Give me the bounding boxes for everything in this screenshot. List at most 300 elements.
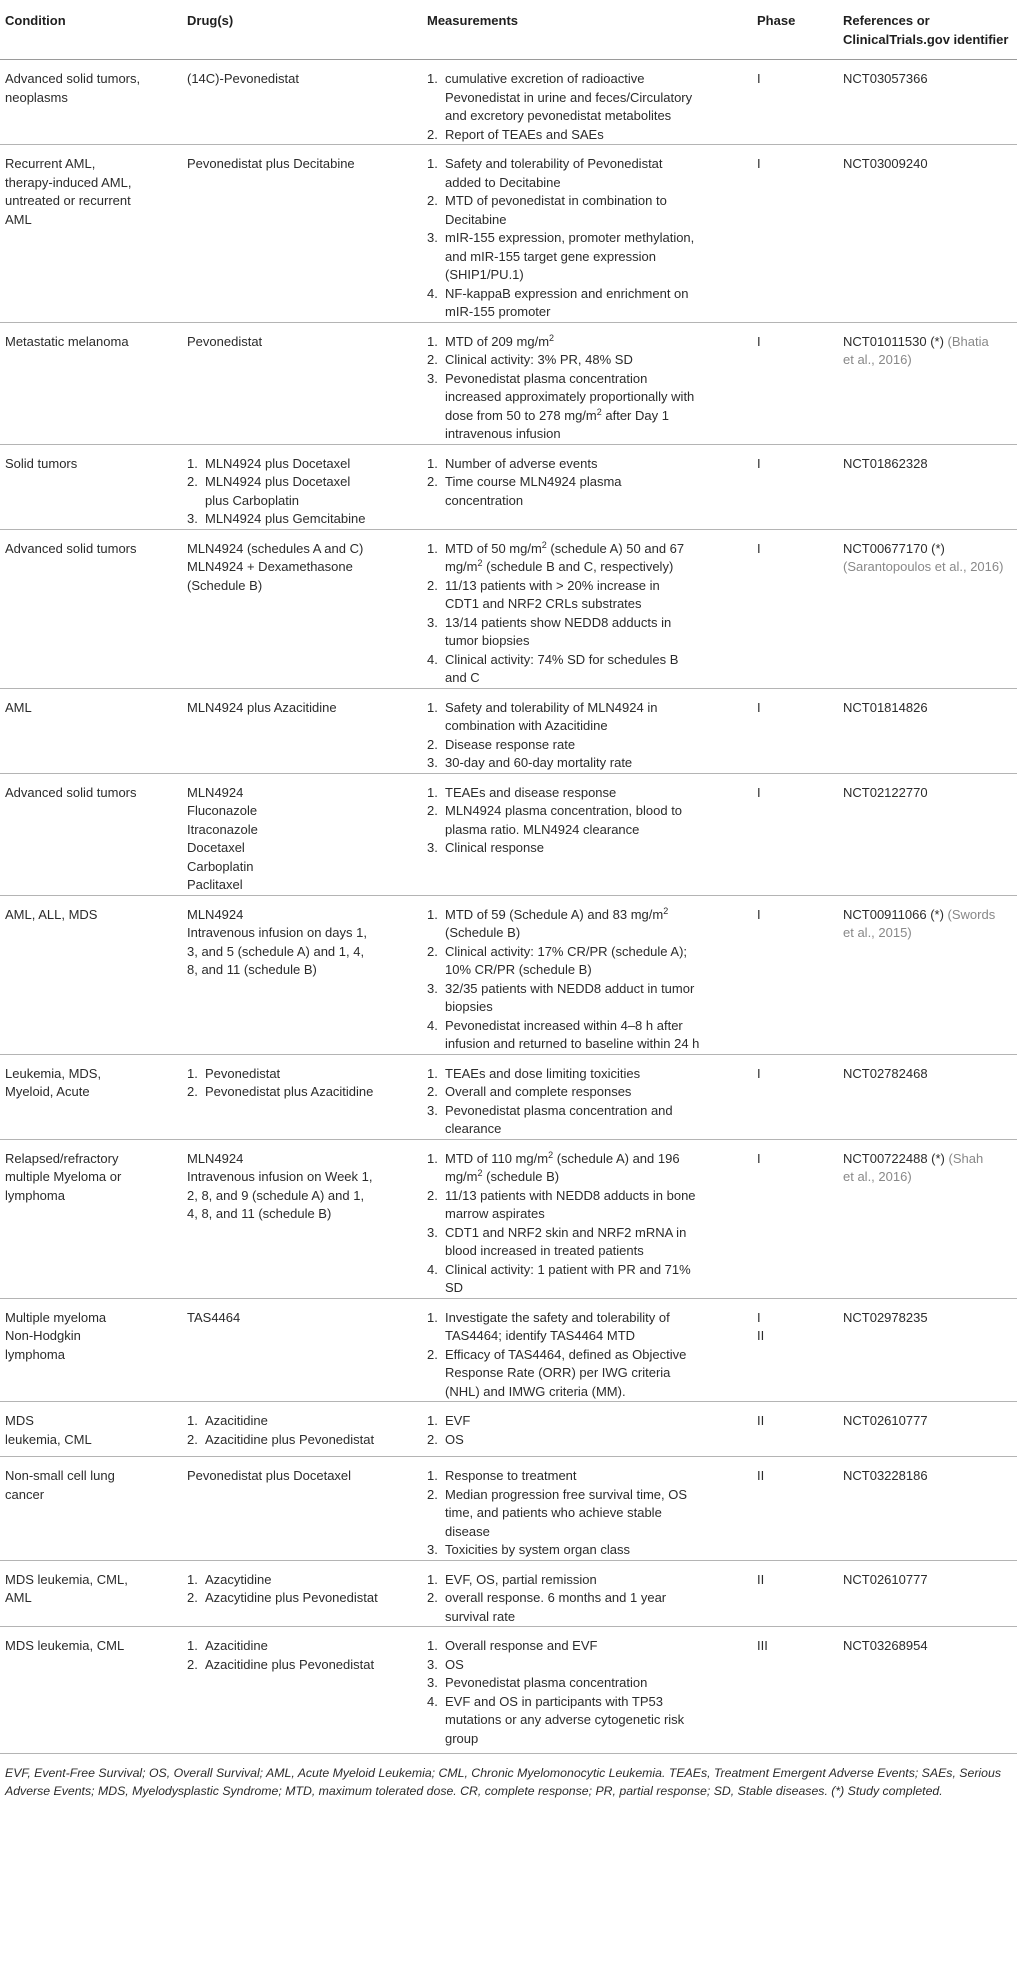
list-item [427,540,747,577]
list-item [187,455,417,474]
list-line: overall response. 6 months and 1 year [445,1590,667,1605]
list-text [445,1693,747,1749]
cell-measurements [423,1402,753,1457]
list-line: (Schedule B) [445,925,521,940]
list-item [427,473,747,510]
numbered-list [427,1150,747,1298]
numbered-list [427,1065,747,1139]
list-text [445,155,747,192]
cell-reference [839,1627,1017,1754]
cell-measurements [423,145,753,323]
list-line: and excretory pevonedistat metabolites [445,108,672,123]
list-line: survival rate [445,1608,516,1624]
cell-line: Intravenous infusion on days 1, [187,925,367,940]
reference-line [843,1467,1013,1486]
list-number: 2. [427,1590,438,1605]
list-number: 3. [427,1102,438,1118]
table-row [0,1054,1017,1139]
list-number: 1. [427,71,438,86]
cell-line: cancer [5,1486,45,1502]
list-number: 1. [187,1065,198,1081]
list-text [445,1431,747,1450]
list-text [205,1571,417,1590]
list-number: 3. [427,614,438,630]
list-number: 1. [427,455,438,471]
list-item [427,155,747,192]
cell-measurements [423,1627,753,1754]
list-text [445,1224,747,1261]
list-line: TEAEs and dose limiting toxicities [445,1065,641,1081]
table-row [0,322,1017,444]
list-number: 1. [427,1413,438,1428]
list-text [445,1412,747,1431]
list-text [445,1017,747,1054]
list-line: $mg/m^2$ (schedule B and C, respectively) [445,558,674,574]
cell-line: neoplasms [5,89,68,105]
cell-line: (14C)-Pevonedistat [187,71,299,86]
list-line: Decitabine [445,211,507,227]
list-line: Disease response rate [445,736,576,752]
cell-line: Pevonedistat plus Decitabine [187,156,355,171]
list-text [445,1674,747,1693]
cell-measurements [423,1560,753,1627]
reference-line [843,784,1013,803]
list-item [427,1261,747,1298]
list-text [445,1065,747,1084]
cell-line: II [757,1413,765,1428]
cell-drugs [183,444,423,529]
cell-measurements [423,322,753,444]
list-line: infusion and returned to baseline within 24 h [445,1036,700,1051]
cell-line: Solid tumors [5,455,78,471]
list-text [445,839,747,858]
list-text [445,192,747,229]
cell-phase [753,1298,839,1402]
list-item [427,285,747,322]
cell-line: II [757,1468,765,1483]
list-item [187,1637,417,1656]
list-text [205,1065,417,1084]
list-text [445,1346,747,1402]
list-line: Response to treatment [445,1468,577,1483]
numbered-list [427,1571,747,1627]
list-number: 3. [427,1656,438,1672]
list-number: 2. [427,1431,438,1447]
list-line: Azacitidine [205,1638,268,1653]
cell-phase [753,1139,839,1298]
cell-condition [0,895,183,1054]
list-line: Azacytidine plus Pevonedistat [205,1590,378,1605]
list-line: Pevonedistat plasma concentration [445,370,648,386]
numbered-list [427,1309,747,1402]
cell-phase [753,688,839,773]
list-line: combination with Azacitidine [445,718,608,733]
cell-phase [753,60,839,145]
list-number: 3. [427,1675,438,1690]
table-footnote [0,1754,1017,1800]
citation-link[interactable]: (Bhatia [947,333,989,349]
cell-line: I [757,699,761,715]
list-number: 2. [427,126,438,142]
list-line: Clinical activity: 17% CR/PR (schedule A); [445,943,688,959]
list-line: Report of TEAEs and SAEs [445,126,604,142]
numbered-list [427,1637,747,1748]
reference-line [843,699,1013,718]
list-line: MTD of 50 $mg/m^2$ (schedule A) 50 and 67 [445,539,685,556]
list-number: 1. [427,540,438,556]
cell-reference [839,1139,1017,1298]
cell-drugs [183,145,423,323]
list-item [187,473,417,510]
list-line: CDT1 and NRF2 CRLs substrates [445,596,642,611]
cell-condition [0,444,183,529]
list-number: 2. [187,1656,198,1672]
cell-line: Paclitaxel [187,877,243,892]
numbered-list [427,70,747,144]
cell-reference [839,1054,1017,1139]
list-item [187,1412,417,1431]
list-text [445,370,747,444]
list-item [427,754,747,773]
list-line: (NHL) and IMWG criteria (MM). [445,1383,626,1399]
header-phase: Phase [753,0,839,60]
reference-line [843,455,1013,474]
list-number: 1. [427,333,438,349]
list-line: tumor biopsies [445,633,530,648]
list-line: clearance [445,1121,502,1136]
list-text [445,802,747,839]
list-item [187,510,417,529]
cell-line: MLN4924 [187,1150,244,1166]
citation-link[interactable]: (Swords [947,906,996,922]
cell-condition [0,1560,183,1627]
trial-identifier: NCT02122770 [843,784,928,800]
cell-line: leukemia, CML [5,1431,92,1447]
header-row [0,0,1017,60]
list-number: 1. [427,1309,438,1325]
cell-line: II [757,1571,765,1587]
table-row [0,1560,1017,1627]
reference-line [843,70,1013,89]
list-line: dose from 50 to 278 $mg/m^2$ after Day 1 [445,406,669,423]
list-item [427,1541,747,1560]
cell-drugs [183,1139,423,1298]
list-line: Investigate the safety and tolerability of [445,1309,670,1325]
list-number: 1. [187,1638,198,1653]
list-item [427,1693,747,1749]
list-line: mIR-155 promoter [445,304,551,319]
list-line: mIR-155 expression, promoter methylation, [445,230,695,245]
cell-line: MLN4924 plus Azacitidine [187,699,337,715]
cell-condition [0,529,183,688]
cell-line: (Schedule B) [187,577,263,593]
list-text [445,1102,747,1139]
list-item [427,1102,747,1139]
list-item [427,839,747,858]
list-text [445,906,747,943]
cell-line: Metastatic melanoma [5,333,129,349]
cell-condition [0,1457,183,1561]
cell-reference [839,145,1017,323]
citation-link[interactable]: (Shah [948,1150,984,1166]
list-number: 1. [427,1638,438,1653]
list-item [427,1346,747,1402]
list-item [427,1187,747,1224]
trial-identifier: NCT01862328 [843,455,928,471]
list-number: 1. [427,156,438,171]
footnote-line-1: EVF, Event-Free Survival; OS, Overall Survival; AML, Acute Myeloid Leukemia; CML, Chronic Myelomonocytic Leukemia. TEAEs, Treatment Emergent Adverse Events; SAEs, Serious [5,1766,1001,1780]
list-text [445,1467,747,1486]
list-number: 1. [427,784,438,800]
table-row [0,444,1017,529]
cell-line: MLN4924 [187,906,244,922]
cell-reference [839,1457,1017,1561]
list-text [445,1571,747,1590]
list-text [445,1083,747,1102]
cell-reference [839,895,1017,1054]
cell-measurements [423,60,753,145]
cell-line: Intravenous infusion on Week 1, [187,1169,373,1184]
citation-link[interactable]: et al., 2016) [843,352,912,367]
list-item [427,1412,747,1431]
cell-line: II [757,1328,765,1343]
cell-phase [753,1054,839,1139]
cell-reference [839,1298,1017,1402]
list-text [445,699,747,736]
list-line: Time course MLN4924 plasma [445,474,622,489]
list-line: TEAEs and disease response [445,784,617,800]
cell-line: I [757,71,761,86]
header-measurements: Measurements [423,0,753,60]
list-item [427,1224,747,1261]
cell-line: Pevonedistat plus Docetaxel [187,1468,352,1483]
cell-line: untreated or recurrent [5,193,131,208]
list-line: TAS4464; identify TAS4464 MTD [445,1328,636,1343]
list-item [427,126,747,145]
cell-condition [0,145,183,323]
cell-measurements [423,444,753,529]
list-number: 4. [427,285,438,301]
list-text [445,285,747,322]
list-item [427,1589,747,1626]
list-text [445,784,747,803]
list-line: Pevonedistat [205,1065,281,1081]
list-item [187,1656,417,1675]
list-line: Pevonedistat plus Azacitidine [205,1084,374,1099]
trial-identifier: NCT02978235 [843,1309,928,1325]
numbered-list [187,455,417,529]
cell-line: Docetaxel [187,840,245,855]
numbered-list [187,1412,417,1449]
cell-phase [753,529,839,688]
list-number: 1. [427,1065,438,1081]
list-number: 2. [427,1486,438,1502]
trial-identifier: NCT02782468 [843,1065,928,1081]
list-line: EVF [445,1413,471,1428]
list-line: Pevonedistat plasma concentration and [445,1102,673,1118]
reference-line [843,906,1013,925]
numbered-list [427,699,747,773]
list-line: plus Carboplatin [205,492,299,508]
numbered-list [427,155,747,322]
cell-measurements [423,895,753,1054]
list-item [427,1656,747,1675]
cell-line: I [757,784,761,800]
cell-reference [839,60,1017,145]
trial-identifier: NCT03057366 [843,71,928,86]
list-line: Number of adverse events [445,455,598,471]
cell-line: Pevonedistat [187,333,263,349]
list-item [427,70,747,126]
list-text [445,455,747,474]
list-line: MLN4924 plus Docetaxel [205,455,351,471]
list-line: Azacitidine plus Pevonedistat [205,1656,375,1672]
list-text [205,1637,417,1656]
list-item [427,1467,747,1486]
list-number: 2. [187,474,198,489]
list-number: 1. [187,1413,198,1428]
cell-drugs [183,1627,423,1754]
list-line: Median progression free survival time, OS [445,1486,688,1502]
list-text [445,614,747,651]
list-line: Pevonedistat increased within 4–8 h after [445,1017,683,1033]
cell-line: Itraconazole [187,821,258,837]
cell-phase [753,1627,839,1754]
cell-line: Myeloid, Acute [5,1084,90,1099]
cell-drugs [183,895,423,1054]
cell-phase [753,145,839,323]
trial-identifier: NCT03009240 [843,156,928,171]
cell-line: Carboplatin [187,858,254,874]
list-item [427,1486,747,1542]
cell-reference [839,1402,1017,1457]
reference-line [843,1637,1013,1656]
list-item [427,1674,747,1693]
list-text [445,980,747,1017]
list-item [427,906,747,943]
list-item [427,1571,747,1590]
cell-line: 2, 8, and 9 (schedule A) and 1, [187,1187,365,1203]
list-text [445,943,747,980]
table-row [0,529,1017,688]
list-line: MTD of 110 $mg/m^2$ (schedule A) and 196 [445,1149,680,1166]
list-text [445,540,747,577]
list-line: Clinical activity: 3% PR, 48% SD [445,352,633,367]
cell-line: I [757,156,761,171]
list-number: 2. [187,1431,198,1447]
list-item [427,802,747,839]
cell-line: Recurrent AML, [5,156,96,171]
cell-drugs [183,529,423,688]
list-text [445,1637,747,1656]
list-text [205,1656,417,1675]
citation-link[interactable]: et al., 2016) [843,1169,912,1184]
trial-identifier: NCT00677170 (*) [843,540,945,556]
list-item [427,192,747,229]
list-text [445,651,747,688]
list-item [187,1431,417,1450]
list-number: 3. [187,511,198,526]
cell-line: Non-small cell lung [5,1468,115,1483]
citation-link[interactable]: et al., 2015) [843,925,912,940]
list-line: group [445,1730,479,1746]
list-text [445,577,747,614]
list-text [445,1187,747,1224]
cell-phase [753,1560,839,1627]
trial-identifier: NCT02610777 [843,1413,928,1428]
list-line: Azacitidine plus Pevonedistat [205,1431,375,1447]
list-item [427,577,747,614]
list-item [427,1017,747,1054]
list-number: 1. [427,906,438,922]
list-item [427,229,747,285]
cell-line: Advanced solid tumors [5,784,137,800]
list-item [187,1083,417,1102]
cell-measurements [423,1054,753,1139]
list-line: Clinical response [445,840,544,855]
reference-line [843,1412,1013,1431]
list-item [427,614,747,651]
cell-line: MLN4924 [187,784,244,800]
cell-phase [753,1402,839,1457]
list-line: NF-kappaB expression and enrichment on [445,285,689,301]
list-number: 2. [427,474,438,489]
list-line: 13/14 patients show NEDD8 adducts in [445,614,672,630]
cell-line: 3, and 5 (schedule A) and 1, 4, [187,943,365,959]
list-text [205,473,417,510]
numbered-list [427,1412,747,1449]
list-line: blood increased in treated patients [445,1243,644,1258]
cell-line: TAS4464 [187,1309,241,1325]
citation-link[interactable]: (Sarantopoulos et al., 2016) [843,559,1004,574]
list-number: 3. [427,980,438,996]
list-text [445,1309,747,1346]
list-line: MLN4924 plus Docetaxel [205,474,351,489]
numbered-list [187,1065,417,1102]
list-line: disease [445,1523,490,1539]
list-line: MTD of 59 (Schedule A) and 83 $mg/m^2$ [445,905,669,922]
reference-line [843,333,1013,352]
cell-line: I [757,1065,761,1081]
list-text [205,1412,417,1431]
list-line: Overall response and EVF [445,1638,598,1653]
cell-phase [753,444,839,529]
cell-line: AML [5,211,32,227]
cell-line: lymphoma [5,1346,65,1362]
list-item [427,1065,747,1084]
cell-line: Non-Hodgkin [5,1328,81,1343]
list-line: EVF and OS in participants with TP53 [445,1693,663,1709]
table-row [0,688,1017,773]
cell-drugs [183,1402,423,1457]
list-item [187,1589,417,1608]
list-item [427,1150,747,1187]
cell-measurements [423,1298,753,1402]
cell-line: I [757,1309,761,1325]
cell-condition [0,1139,183,1298]
cell-condition [0,1402,183,1457]
list-line: plasma ratio. MLN4924 clearance [445,821,640,837]
cell-drugs [183,1054,423,1139]
trial-identifier: NCT03268954 [843,1638,928,1653]
list-line: Efficacy of TAS4464, defined as Objective [445,1346,687,1362]
list-line: MLN4924 plasma concentration, blood to [445,803,683,818]
cell-drugs [183,322,423,444]
list-item [427,784,747,803]
cell-condition [0,1298,183,1402]
header-condition: Condition [0,0,183,60]
cell-condition [0,1054,183,1139]
